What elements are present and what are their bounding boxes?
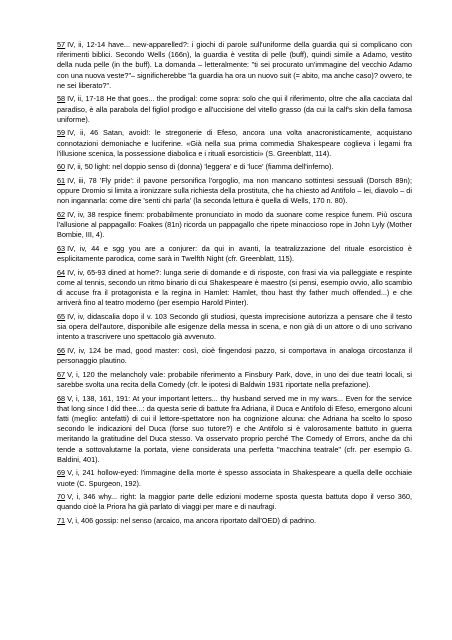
footnote-number[interactable]: 57: [57, 40, 66, 49]
footnote-text: IV, iv, 38 respice finem: probabilmente pronunciato in modo da suonare come respice funem. Più oscura l'allusione al pappagallo: Foakes (81n) ricorda un pappagallo che ripete minaccioso rope in John Lyly (Mother Bombie, III, 4).: [57, 210, 412, 240]
footnote-number[interactable]: 61: [57, 176, 66, 185]
footnote-text: IV, ii, 50 light: nel doppio senso di (donna) 'leggera' e di 'luce' (fiamma dell'inferno).: [67, 162, 334, 172]
footnote-number[interactable]: 67: [57, 369, 66, 379]
footnote-65: [57, 312, 412, 343]
footnote-number[interactable]: 64: [57, 267, 66, 277]
footnote-59: [57, 128, 412, 159]
footnote-64: [57, 268, 412, 309]
footnote-57: [57, 40, 412, 91]
footnote-number[interactable]: 70: [57, 492, 66, 502]
footnote-58: [57, 94, 412, 125]
footnote-text: V, i, 406 gossip: nel senso (arcaico, ma ancora riportato dall'OED) di padrino.: [67, 516, 317, 525]
footnote-63: [57, 244, 412, 264]
footnote-66: [57, 346, 412, 366]
footnote-text: V, i, 120 the melancholy vale: probabile riferimento a Finsbury Park, dove, in uno dei due teatri locali, si sarebbe svolta una recita della Comedy (cfr. le ipotesi di Baldwin 1931 riportate nella prefazione).: [57, 369, 412, 389]
footnote-60: [57, 162, 412, 172]
footnote-number[interactable]: 65: [57, 312, 66, 321]
footnote-68: [57, 394, 412, 465]
footnote-text: IV, ii, 12-14 have... new-apparelled?: i giochi di parole sull'uniforme della guardia qui si complicano con riferimenti biblici. Secondo Wells (166n), la guardia è vestita di pelle (buff), quindi simile a Adamo, vestito della nuda pelle (in the buff). La domanda – letteralmente: "ti sei procurato un'immagine del vecchio Adamo con una nuova veste?"– significherebbe "la guardia ha ora un nuovo suit (= abito, ma anche caso)? ovvero, te ne sei liberato?".: [57, 40, 412, 90]
footnote-text: V, i, 241 hollow-eyed: l'immagine della morte è spesso associata in Shakespeare a quella delle occhiaie vuote (C. Spurgeon, 192).: [57, 468, 412, 488]
footnote-text: IV, iv, 65-93 dined at home?: lunga serie di domande e di risposte, con frasi via via palleggiate e respinte come al tennis, secondo un ritmo binario di cui Shakespeare è maestro (si pensi, esempio ovvio, allo scambio di accuse fra il protagonista e la regina in Hamlet: Hamlet, thou hast thy father much offended...) e che arriverà fino al teatro moderno (per esempio Harold Pinter).: [57, 267, 412, 308]
footnote-61: [57, 176, 412, 207]
footnote-71: [57, 516, 412, 526]
footnote-number[interactable]: 68: [57, 393, 66, 403]
footnote-text: IV, iv, 124 be mad, good master: così, cioè fingendosi pazzo, si comportava in analoga circostanza il personaggio plautino.: [57, 346, 412, 366]
footnote-69: [57, 468, 412, 488]
footnote-text: IV, ii, 17-18 He that goes... the prodigal: come sopra: solo che qui il riferimento, oltre che alla cacciata dal paradiso, è alla parabola del figliol prodigo e all'uccisione del vitello grasso (da cui la calf's skin della famosa uniforme).: [57, 94, 412, 124]
footnote-70: [57, 492, 412, 512]
footnote-number[interactable]: 58: [57, 94, 66, 104]
footnote-number[interactable]: 59: [57, 128, 66, 138]
footnote-text: IV, iv, 44 e sgg you are a conjurer: da qui in avanti, la teatralizzazione del rituale esorcistico è esplicitamente parodica, come sarà in Twelfth Night (cfr. Greenblatt, 115).: [57, 244, 412, 264]
footnote-62: [57, 210, 412, 241]
footnote-text: IV, iii, 78 'Fly pride': il pavone personifica l'orgoglio, ma non mancano sottintesi sessuali (Dorsch 89n); oppure Dromio si limita a ironizzare sulla richiesta della prostituta, che ha chiesto ad Antifolo – lei, diavolo – di non ingannarla: come dire 'senti chi parla' (la seconda lettura è quella di Wells, 170 n. 80).: [57, 176, 412, 206]
footnote-number[interactable]: 63: [57, 244, 66, 253]
footnote-number[interactable]: 69: [57, 468, 66, 478]
footnote-number[interactable]: 60: [57, 162, 66, 172]
footnote-text: V, i, 346 why... right: la maggior parte delle edizioni moderne sposta questa battuta dopo il verso 360, quando cioè la Priora ha già parlato di viaggi per mare e di naufragi.: [57, 492, 412, 512]
footnote-text: V, i, 138, 161, 191: At your important letters... thy husband served me in my wars... Even for the service that long since I did thee...: da questa serie di battute fra Adriana, il Duca e Antifolo di Efeso, emergono alcuni fatti (meglio: antefatti) di cui il lettore-spettatore non ha cognizione alcuna: che Adriana ha scelto lo sposo secondo le indicazioni del Duca (forse suo tutore?) e che Antifolo si è valorosamente battuto in guerra meritando la gratitudine del Duca stesso. Va osservato proprio perché The Comedy of Errors, anche da chi tende a sottovalutarne la portata, viene considerata una perfetta "macchina teatrale" (cfr. per esempio G. Baldini, 401).: [57, 393, 412, 464]
footnote-number[interactable]: 62: [57, 210, 66, 219]
footnote-text: IV, ii, 46 Satan, avoid!: le stregonerie di Efeso, ancora una volta anacronisticamente, acquistano connotazioni demoniache e luciferine. «Già nella sua prima commedia Shakespeare coglieva i legami fra l'illusione scenica, la possessione diabolica e i rituali esorcistici» (S. Greenblatt, 114).: [57, 128, 412, 158]
footnote-number[interactable]: 66: [57, 346, 66, 355]
footnote-67: [57, 370, 412, 390]
footnote-number[interactable]: 71: [57, 516, 66, 525]
footnote-text: IV, iv, didascalia dopo il v. 103 Secondo gli studiosi, questa imprecisione autorizza a pensare che il testo sia opera dell'autore, disponibile alle esigenze della messa in scena, e non già di un attore o di uno scrivano intento a trascrivere uno spettacolo già avvenuto.: [57, 312, 412, 342]
